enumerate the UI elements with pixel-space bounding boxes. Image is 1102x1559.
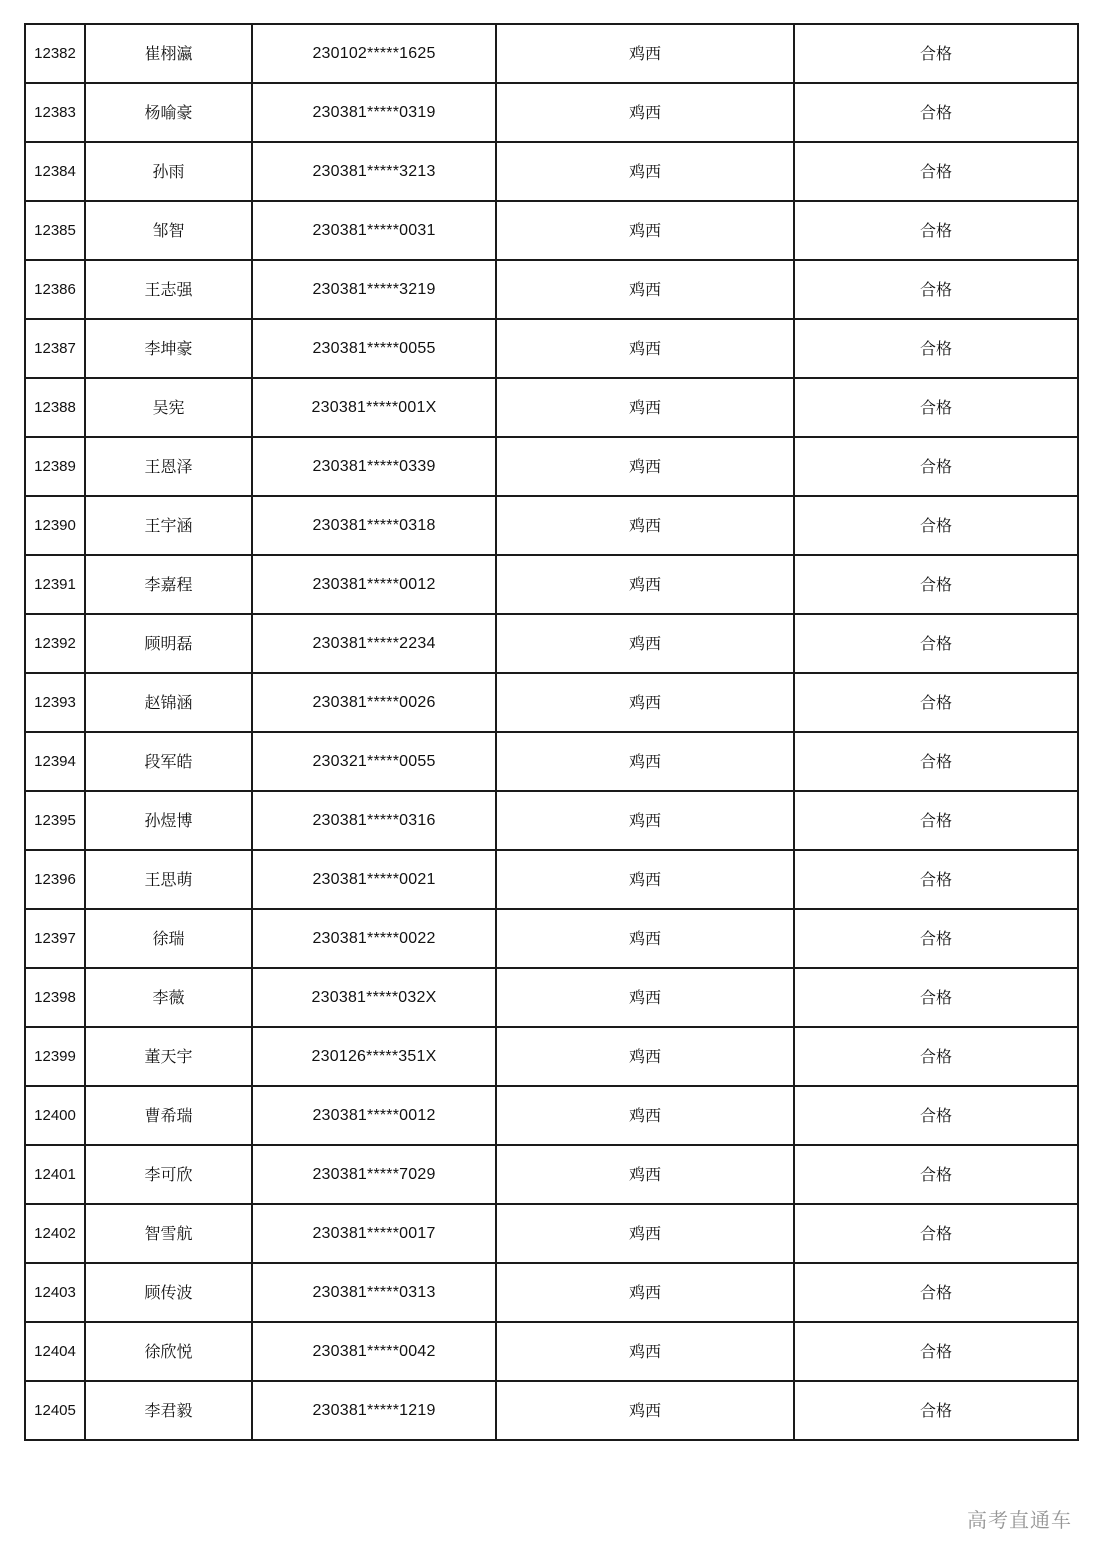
id-number-cell: 230381*****2234 <box>252 614 496 673</box>
city-cell: 鸡西 <box>496 1381 794 1440</box>
candidate-name-cell: 李君毅 <box>85 1381 252 1440</box>
table-row <box>25 909 1078 968</box>
table-row <box>25 614 1078 673</box>
serial-number-cell: 12396 <box>25 850 85 909</box>
result-cell: 合格 <box>794 142 1078 201</box>
id-number-cell: 230381*****0318 <box>252 496 496 555</box>
candidate-name-cell: 李薇 <box>85 968 252 1027</box>
table-row <box>25 260 1078 319</box>
id-number-cell: 230381*****3213 <box>252 142 496 201</box>
city-cell: 鸡西 <box>496 1263 794 1322</box>
serial-number-cell: 12398 <box>25 968 85 1027</box>
city-cell: 鸡西 <box>496 850 794 909</box>
result-cell: 合格 <box>794 1027 1078 1086</box>
candidate-name-cell: 顾传波 <box>85 1263 252 1322</box>
id-number-cell: 230381*****0319 <box>252 83 496 142</box>
candidate-name-cell: 邹智 <box>85 201 252 260</box>
table-row <box>25 673 1078 732</box>
serial-number-cell: 12401 <box>25 1145 85 1204</box>
table-row <box>25 378 1078 437</box>
candidate-name-cell: 孙煜博 <box>85 791 252 850</box>
table-row <box>25 850 1078 909</box>
id-number-cell: 230381*****0313 <box>252 1263 496 1322</box>
serial-number-cell: 12403 <box>25 1263 85 1322</box>
serial-number-cell: 12387 <box>25 319 85 378</box>
serial-number-cell: 12400 <box>25 1086 85 1145</box>
city-cell: 鸡西 <box>496 24 794 83</box>
serial-number-cell: 12395 <box>25 791 85 850</box>
id-number-cell: 230381*****032X <box>252 968 496 1027</box>
table-row <box>25 437 1078 496</box>
result-cell: 合格 <box>794 791 1078 850</box>
result-cell: 合格 <box>794 378 1078 437</box>
result-cell: 合格 <box>794 909 1078 968</box>
candidate-name-cell: 李嘉程 <box>85 555 252 614</box>
serial-number-cell: 12383 <box>25 83 85 142</box>
candidate-name-cell: 曹希瑞 <box>85 1086 252 1145</box>
serial-number-cell: 12389 <box>25 437 85 496</box>
serial-number-cell: 12385 <box>25 201 85 260</box>
table-row <box>25 1145 1078 1204</box>
candidate-name-cell: 李坤豪 <box>85 319 252 378</box>
result-cell: 合格 <box>794 555 1078 614</box>
result-cell: 合格 <box>794 260 1078 319</box>
candidate-name-cell: 王恩泽 <box>85 437 252 496</box>
id-number-cell: 230381*****0012 <box>252 555 496 614</box>
serial-number-cell: 12399 <box>25 1027 85 1086</box>
id-number-cell: 230381*****3219 <box>252 260 496 319</box>
candidate-name-cell: 徐欣悦 <box>85 1322 252 1381</box>
city-cell: 鸡西 <box>496 260 794 319</box>
table-row <box>25 968 1078 1027</box>
candidate-name-cell: 段军皓 <box>85 732 252 791</box>
city-cell: 鸡西 <box>496 1204 794 1263</box>
serial-number-cell: 12405 <box>25 1381 85 1440</box>
city-cell: 鸡西 <box>496 1322 794 1381</box>
id-number-cell: 230381*****0012 <box>252 1086 496 1145</box>
id-number-cell: 230381*****0042 <box>252 1322 496 1381</box>
result-cell: 合格 <box>794 1145 1078 1204</box>
city-cell: 鸡西 <box>496 319 794 378</box>
id-number-cell: 230381*****0316 <box>252 791 496 850</box>
result-cell: 合格 <box>794 968 1078 1027</box>
table-row <box>25 24 1078 83</box>
serial-number-cell: 12390 <box>25 496 85 555</box>
id-number-cell: 230381*****001X <box>252 378 496 437</box>
result-cell: 合格 <box>794 732 1078 791</box>
result-cell: 合格 <box>794 437 1078 496</box>
city-cell: 鸡西 <box>496 83 794 142</box>
city-cell: 鸡西 <box>496 909 794 968</box>
table-row <box>25 1027 1078 1086</box>
serial-number-cell: 12393 <box>25 673 85 732</box>
serial-number-cell: 12382 <box>25 24 85 83</box>
candidate-name-cell: 智雪航 <box>85 1204 252 1263</box>
candidate-name-cell: 王思萌 <box>85 850 252 909</box>
city-cell: 鸡西 <box>496 968 794 1027</box>
id-number-cell: 230102*****1625 <box>252 24 496 83</box>
candidate-name-cell: 徐瑞 <box>85 909 252 968</box>
id-number-cell: 230126*****351X <box>252 1027 496 1086</box>
serial-number-cell: 12386 <box>25 260 85 319</box>
result-cell: 合格 <box>794 1204 1078 1263</box>
result-cell: 合格 <box>794 496 1078 555</box>
id-number-cell: 230381*****0339 <box>252 437 496 496</box>
city-cell: 鸡西 <box>496 1086 794 1145</box>
result-cell: 合格 <box>794 319 1078 378</box>
id-number-cell: 230381*****0031 <box>252 201 496 260</box>
result-cell: 合格 <box>794 1322 1078 1381</box>
result-cell: 合格 <box>794 1263 1078 1322</box>
city-cell: 鸡西 <box>496 732 794 791</box>
result-cell: 合格 <box>794 201 1078 260</box>
table-row <box>25 83 1078 142</box>
id-number-cell: 230381*****1219 <box>252 1381 496 1440</box>
city-cell: 鸡西 <box>496 791 794 850</box>
result-cell: 合格 <box>794 24 1078 83</box>
candidate-name-cell: 李可欣 <box>85 1145 252 1204</box>
table-row <box>25 319 1078 378</box>
table-row <box>25 1204 1078 1263</box>
table-row <box>25 496 1078 555</box>
candidate-name-cell: 赵锦涵 <box>85 673 252 732</box>
city-cell: 鸡西 <box>496 1027 794 1086</box>
serial-number-cell: 12384 <box>25 142 85 201</box>
id-number-cell: 230381*****0026 <box>252 673 496 732</box>
serial-number-cell: 12388 <box>25 378 85 437</box>
city-cell: 鸡西 <box>496 1145 794 1204</box>
city-cell: 鸡西 <box>496 496 794 555</box>
id-number-cell: 230381*****7029 <box>252 1145 496 1204</box>
city-cell: 鸡西 <box>496 142 794 201</box>
table-row <box>25 791 1078 850</box>
city-cell: 鸡西 <box>496 555 794 614</box>
table-row <box>25 142 1078 201</box>
watermark-text: 高考直通车 <box>965 1504 1074 1533</box>
results-table-body <box>25 24 1078 1440</box>
candidate-name-cell: 吴宪 <box>85 378 252 437</box>
city-cell: 鸡西 <box>496 201 794 260</box>
city-cell: 鸡西 <box>496 614 794 673</box>
result-cell: 合格 <box>794 1381 1078 1440</box>
city-cell: 鸡西 <box>496 437 794 496</box>
serial-number-cell: 12392 <box>25 614 85 673</box>
id-number-cell: 230381*****0021 <box>252 850 496 909</box>
table-row <box>25 1263 1078 1322</box>
city-cell: 鸡西 <box>496 673 794 732</box>
result-cell: 合格 <box>794 1086 1078 1145</box>
candidate-name-cell: 杨喻豪 <box>85 83 252 142</box>
id-number-cell: 230321*****0055 <box>252 732 496 791</box>
table-row <box>25 1322 1078 1381</box>
candidate-name-cell: 董天宇 <box>85 1027 252 1086</box>
serial-number-cell: 12402 <box>25 1204 85 1263</box>
id-number-cell: 230381*****0022 <box>252 909 496 968</box>
serial-number-cell: 12391 <box>25 555 85 614</box>
result-cell: 合格 <box>794 83 1078 142</box>
candidate-name-cell: 顾明磊 <box>85 614 252 673</box>
serial-number-cell: 12404 <box>25 1322 85 1381</box>
candidate-name-cell: 王宇涵 <box>85 496 252 555</box>
table-row <box>25 1086 1078 1145</box>
results-table <box>24 23 1079 1441</box>
city-cell: 鸡西 <box>496 378 794 437</box>
candidate-name-cell: 孙雨 <box>85 142 252 201</box>
id-number-cell: 230381*****0055 <box>252 319 496 378</box>
id-number-cell: 230381*****0017 <box>252 1204 496 1263</box>
table-row <box>25 201 1078 260</box>
candidate-name-cell: 崔栩瀛 <box>85 24 252 83</box>
table-row <box>25 1381 1078 1440</box>
serial-number-cell: 12394 <box>25 732 85 791</box>
result-cell: 合格 <box>794 673 1078 732</box>
result-cell: 合格 <box>794 614 1078 673</box>
result-cell: 合格 <box>794 850 1078 909</box>
serial-number-cell: 12397 <box>25 909 85 968</box>
table-row <box>25 555 1078 614</box>
table-row <box>25 732 1078 791</box>
candidate-name-cell: 王志强 <box>85 260 252 319</box>
